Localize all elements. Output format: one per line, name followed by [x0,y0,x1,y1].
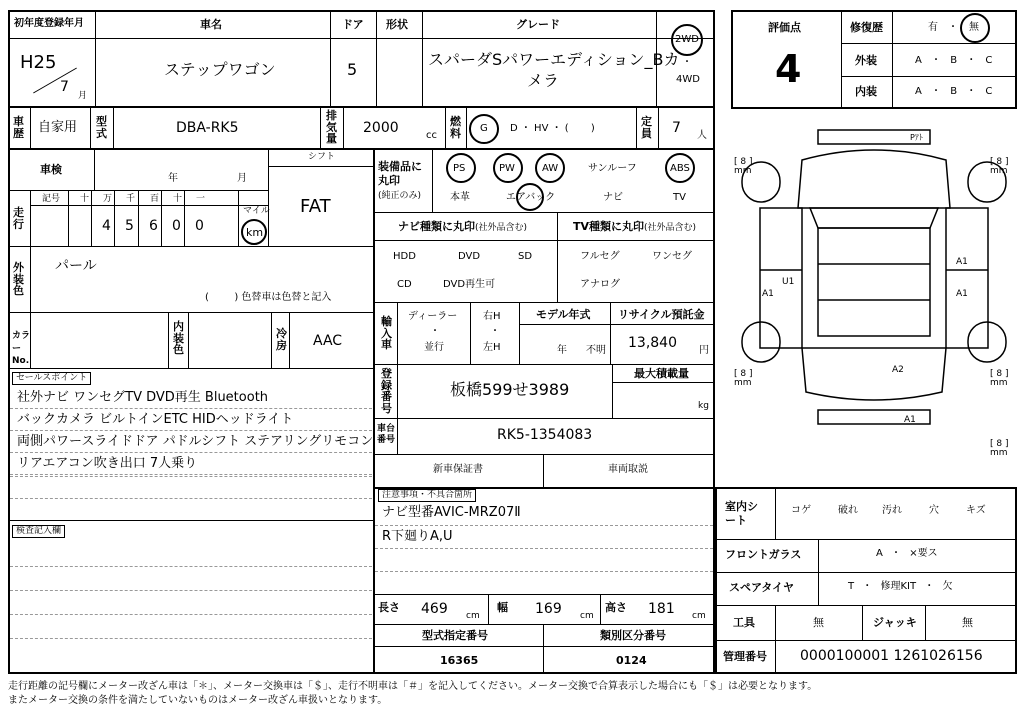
navi-cd: CD [397,279,412,290]
import-dealer: ディーラー [408,311,458,322]
inspection-year: 年 [168,173,178,184]
interior-item: 汚れ [882,505,902,516]
mark-u1: U1 [782,277,795,287]
max-load-label: 最大積載量 [634,367,689,380]
len-value: 469 [421,601,448,617]
int-label: 内装 [855,85,877,98]
model-year-label: モデル年式 [536,308,591,321]
door-label: ドア [342,18,364,31]
mark-a1-r: A1 [956,257,968,267]
tool-label: 工具 [733,616,755,629]
ac-label: 冷房 [276,327,287,352]
tire-rl: [ 8 ] mm [734,369,753,388]
class-label: 類別区分番号 [600,629,666,642]
score-value: 4 [775,47,802,91]
year-value: H25 [20,52,57,73]
left-side [760,208,802,348]
footer-line-2: またメーター交換の条件を満たしていないものはメーター改ざん車扱いとなります。 [8,695,388,706]
month-value: 7 [60,79,69,95]
reg-label: 登録番号 [381,367,392,415]
fuel-g: G [480,123,488,134]
equip-ps: PS [453,163,466,174]
repair-dot: ・ [948,22,958,33]
notes-line-1: ナビ型番AVIC-MRZ07Ⅱ [382,505,521,520]
mileage-sign-label: 記号 [42,194,61,204]
year-label: 初年度登録年月 [14,18,84,29]
drive-dot: ・ [682,57,692,68]
wid-label: 幅 [497,601,508,614]
mark-a2: A2 [892,365,904,375]
roof [818,228,930,336]
mgmt-label: 管理番号 [723,650,767,663]
shift-label: シフト [308,152,336,162]
notes-label: 注意事項・不具合箇所 [378,489,476,502]
interior-item: 穴 [929,505,939,516]
manual[interactable]: 車両取説 [608,464,648,475]
interior-item: 破れ [838,505,858,516]
equip-aw: AW [542,163,559,174]
hei-unit: cm [692,611,706,621]
right-side [946,208,988,348]
wid-value: 169 [535,601,562,617]
name-value: ステップワゴン [164,60,276,79]
sales-line: 社外ナビ ワンセグTV DVD再生 Bluetooth [17,390,269,405]
ac-value: AAC [313,333,343,349]
type-value: 16365 [440,654,479,667]
hei-value: 181 [648,601,675,617]
grade-value-1: スパーダSパワーエディション_Bカ [428,50,680,69]
inspect-note-label: 検査記入欄 [12,525,65,538]
mileage-digit-label: 十 [80,194,90,204]
import-left: 左H [483,342,501,353]
km-label: km [246,226,264,239]
interior-item: キズ [966,505,986,516]
mileage-digit: 0 [172,218,181,234]
tv-title: TV種類に丸印(社外品含む) [573,220,697,233]
cap-label: 定員 [641,115,652,140]
mileage-digit-label: 万 [103,194,113,204]
navi-hdd: HDD [393,251,416,262]
equip-leather: 本革 [450,192,470,203]
name-label: 車名 [200,18,222,31]
navi-dvd: DVD [458,251,481,262]
door-value: 5 [347,60,358,79]
equip-pw: PW [499,163,515,174]
car-diagram [730,120,1020,480]
ext-grades: A ・ B ・ C [915,55,993,66]
tire-fl: [ 8 ] mm [734,157,753,176]
wid-unit: cm [580,611,594,621]
use-label: 車歴 [13,115,24,140]
mileage-digit: 4 [102,218,111,234]
recycle-value: 13,840 [628,335,677,351]
tv-oneseg: ワンセグ [652,251,692,262]
windshield [810,208,938,228]
repair-no: 無 [969,22,979,33]
sales-line: リアエアコン吹き出口 7人乗り [17,456,198,471]
disp-label: 排気量 [326,109,337,146]
navi-title: ナビ種類に丸印(社外品含む) [398,220,528,233]
mark-a1-rear: A1 [904,415,916,425]
tire-rr: [ 8 ] mm [990,369,1009,388]
month-unit: 月 [78,91,88,101]
import-dot-2: ・ [490,326,500,337]
max-load-unit: kg [698,401,709,411]
tv-analog: アナログ [580,279,620,290]
jack-value: 無 [962,616,973,629]
equip-abs: ABS [670,163,690,174]
shift-value: FAT [300,196,331,217]
interior-color-label: 内装色 [173,320,184,357]
rear-tire-left [742,322,780,362]
grade-label: グレード [516,18,560,31]
mileage-label: 走行 [13,206,24,231]
recycle-unit: 円 [699,345,709,356]
reg-value: 板橋599せ3989 [450,380,570,399]
int-grades: A ・ B ・ C [915,86,993,97]
mark-a1-l: A1 [762,289,774,299]
equip-navi: ナビ [603,192,623,203]
hei-label: 高さ [605,601,627,614]
spare-value: T ・ 修理KIT ・ 欠 [848,581,953,592]
color-value: パール [55,258,97,274]
drive-2wd: 2WD [675,34,699,45]
rear-gate [802,348,946,400]
color-note: ( ) 色替車は色替と記入 [205,292,332,303]
equip-sunroof: サンルーフ [588,163,637,174]
notes-line-2: R下廻りA,U [382,529,453,544]
tire-spare: [ 8 ] mm [990,439,1009,458]
hood [798,150,950,208]
use-value: 自家用 [38,120,78,135]
equip-airbag: エアバック [506,192,556,203]
mileage-digit-label: 百 [150,194,160,204]
glass-value: A ・ ×要ス [876,548,938,559]
len-label: 長さ [378,601,400,614]
tire-fr: [ 8 ] mm [990,157,1009,176]
fuel-label: 燃料 [450,115,461,140]
warranty[interactable]: 新車保証書 [433,464,483,475]
mileage-digit-label: 千 [126,194,136,204]
import-right: 右H [483,311,501,322]
recycle-label: リサイクル預託金 [618,308,705,321]
footer-line-1: 走行距離の記号欄にメーター改ざん車は「＊」、メーター交換車は「＄」、走行不明車は「＃」を記入してください。メーター交換で合算表示した場合にも「＄」は必要となります。 [8,681,818,692]
tool-value: 無 [813,616,824,629]
cap-value: 7 [672,120,681,136]
color-no-label: カラーNo. [12,331,31,367]
chassis-label: 車台番号 [377,424,396,445]
mileage-digit-label: 十 [173,194,183,204]
equip-label: 装備品に丸印 [378,160,422,188]
repair-label: 修復歴 [850,21,883,34]
disp-value: 2000 [363,120,399,136]
equip-tv: TV [673,192,686,203]
mileage-digit: 6 [149,218,158,234]
ext-label: 外装 [855,54,877,67]
model-value: DBA-RK5 [176,120,239,136]
model-year-year: 年 [557,345,567,356]
fuel-rest: D ・ HV ・ ( ) [510,123,595,134]
mileage-digit: 0 [195,218,204,234]
mileage-digit-label: 一 [196,194,206,204]
mgmt-value: 0000100001 1261026156 [800,648,983,664]
main-sheet [8,10,715,674]
drive-4wd: 4WD [676,74,700,85]
shape-label: 形状 [386,18,408,31]
interior-item: コゲ [791,505,811,516]
len-unit: cm [466,611,480,621]
navi-dvd-play: DVD再生可 [443,279,496,290]
repair-yes: 有 [928,22,938,33]
cap-unit: 人 [697,130,707,141]
grade-value-2: メラ [527,71,560,90]
interior-label: 室内シート [725,500,758,528]
equip-sub: (純正のみ) [378,191,422,201]
score-label: 評価点 [768,21,801,34]
rear-tire-right [968,322,1006,362]
jack-label: ジャッキ [873,616,917,629]
import-dot: ・ [430,326,440,337]
import-label: 輸入車 [381,315,392,352]
import-parallel: 並行 [424,342,444,353]
tv-fullseg: フルセグ [580,251,620,262]
sales-line: 両側パワースライドドア パドルシフト ステアリングリモコン [17,434,374,449]
inspection-month: 月 [237,173,247,184]
glass-label: フロントガラス [725,548,802,561]
class-value: 0124 [616,654,647,667]
color-label: 外装色 [13,261,24,298]
chassis-value: RK5-1354083 [497,427,593,443]
mile-label: マイル [243,206,270,216]
model-label: 型式 [96,115,107,140]
mark-a1-rr: A1 [956,289,968,299]
sales-label: セールスポイント [12,372,91,385]
disp-unit: cc [426,130,437,141]
sales-line: バックカメラ ビルトインETC HIDヘッドライト [17,412,294,427]
model-year-unknown: 不明 [586,345,606,356]
mileage-digit: 5 [125,218,134,234]
front-mark: Pｱﾄ [910,133,923,142]
spare-label: スペアタイヤ [729,581,795,594]
type-label: 型式指定番号 [422,629,488,642]
inspection-label: 車検 [40,163,62,176]
navi-sd: SD [518,251,533,262]
